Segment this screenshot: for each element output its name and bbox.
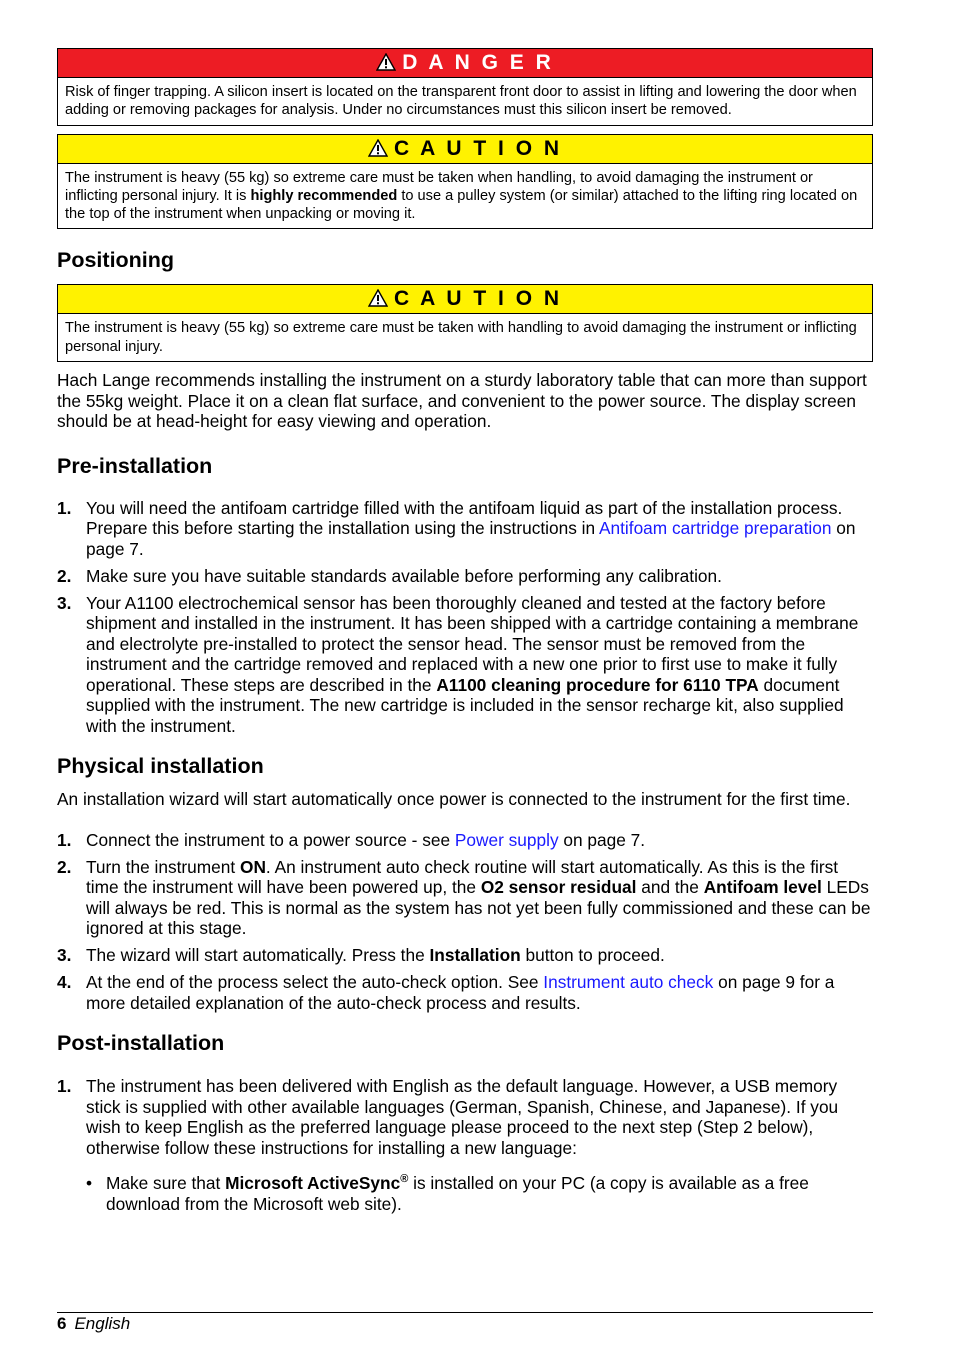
step-text: Turn the instrument <box>86 856 240 877</box>
page-number: 6 <box>57 1314 67 1333</box>
danger-text: Risk of finger trapping. A silicon insert is located on the transparent front door to assist in lifting and lowering the door when adding or removing packages for analysis. Under no circumstances must this silicon insert be removed. <box>65 84 857 119</box>
caution-header <box>58 285 872 314</box>
step-text: LEDs will always be red. This is normal as the system has not yet been fully commissioned and these can be ignored at this stage. <box>86 877 871 939</box>
step-number: 2. <box>57 565 72 586</box>
danger-notice <box>57 48 873 126</box>
caution-text <box>58 164 872 229</box>
step-text-emphasis: Antifoam level <box>703 877 822 898</box>
bullet-text: is installed on your PC (a copy is available as a free download from the Microsoft web site). <box>106 1173 809 1214</box>
step-number: 3. <box>57 592 72 613</box>
step-number: 3. <box>57 945 72 966</box>
step-text: At the end of the process select the auto-check option. See <box>86 972 544 993</box>
step-text: on page 9 for a more detailed explanation of the auto-check process and results. <box>86 972 835 1013</box>
page-footer <box>57 1312 873 1334</box>
list-item <box>57 593 873 737</box>
step-text: Your A1100 electrochemical sensor has been thoroughly cleaned and tested at the factory before shipment and installed in the instrument. It has been shipped with a cartridge containing a membrane and electrolyte pre-installed to protect the sensor head. The sensor must be removed from the instrument and the cartridge removed and replaced with a new one prior to first use to make it fully operational. These steps are described in the <box>86 592 859 695</box>
step-number: 4. <box>57 972 72 993</box>
list-item <box>57 566 873 587</box>
bullet-symbol: • <box>86 1173 93 1194</box>
step-number: 1. <box>57 1076 72 1097</box>
list-item <box>57 972 873 1013</box>
bullet-text: Make sure that <box>106 1173 226 1194</box>
registered-mark: ® <box>400 1173 409 1186</box>
caution-notice-positioning <box>57 284 873 362</box>
bullet-item <box>57 1173 873 1214</box>
caution-text-emphasis: highly recommended <box>250 187 398 204</box>
physical-installation-intro: An installation wizard will start automatically once power is connected to the instrument for the first time. <box>57 789 851 810</box>
heading-physical-installation: Physical installation <box>57 754 264 779</box>
step-text: You will need the antifoam cartridge filled with the antifoam liquid as part of the installation process. Prepare this before starting the installation using the instructions in <box>86 497 843 539</box>
warning-triangle-icon <box>376 53 396 71</box>
list-item <box>57 945 873 966</box>
danger-header <box>58 49 872 78</box>
positioning-paragraph: Hach Lange recommends installing the instrument on a sturdy laboratory table that can more than support the 55kg weight. Place it on a clean flat surface, and convenient to the power source. The display screen should be at head-height for easy viewing and operation. <box>57 370 867 432</box>
caution-text: The instrument is heavy (55 kg) so extreme care must be taken with handling to avoid damaging the instrument or inflicting personal injury. <box>65 320 857 355</box>
caution-title: C A U T I O N <box>393 287 563 311</box>
pre-installation-steps <box>57 498 873 737</box>
step-text: . An instrument auto check routine will start automatically. As this is the first time the instrument will have been powered up, the <box>86 856 839 898</box>
step-text: The wizard will start automatically. Press the <box>86 945 430 966</box>
step-number: 1. <box>57 497 72 518</box>
step-text-emphasis: O2 sensor residual <box>480 877 637 898</box>
caution-text-part: The instrument is heavy (55 kg) so extreme care must be taken when handling, to avoid damaging the instrument or inflicting personal injury. It is <box>65 169 813 204</box>
warning-triangle-icon <box>368 289 388 307</box>
caution-text-part: to use a pulley system (or similar) attached to the lifting ring located on the top of the instrument when unpacking or moving it. <box>65 187 858 223</box>
physical-installation-steps <box>57 830 873 1014</box>
step-text-emphasis: ON <box>240 856 266 877</box>
step-text-emphasis: Installation <box>429 945 521 966</box>
manual-page <box>57 48 873 1214</box>
list-item <box>57 830 873 851</box>
step-number: 2. <box>57 856 72 877</box>
caution-header <box>58 135 872 164</box>
product-name: Microsoft ActiveSync <box>225 1173 401 1194</box>
link-antifoam-cartridge-preparation[interactable]: Antifoam cartridge preparation <box>598 518 832 539</box>
heading-post-installation: Post-installation <box>57 1031 225 1056</box>
step-text: on page 7. <box>86 518 856 559</box>
footer-language: English <box>74 1314 131 1333</box>
caution-notice-handling <box>57 134 873 230</box>
step-text: button to proceed. <box>520 945 665 966</box>
step-text: Make sure you have suitable standards available before performing any calibration. <box>86 565 722 586</box>
step-text: document supplied with the instrument. The new cartridge is included in the sensor recharge kit, also supplied with the instrument. <box>86 674 844 736</box>
warning-triangle-icon <box>368 139 388 157</box>
post-installation-steps <box>57 1076 873 1158</box>
step-text-emphasis: A1100 cleaning procedure for 6110 TPA <box>436 674 759 695</box>
step-text: and the <box>636 877 704 898</box>
step-text: on page 7. <box>558 829 646 850</box>
step-number: 1. <box>57 829 72 850</box>
link-instrument-auto-check[interactable]: Instrument auto check <box>543 972 714 993</box>
list-item <box>57 1076 873 1158</box>
step-text: The instrument has been delivered with English as the default language. However, a USB memory stick is supplied with other available languages (German, Spanish, Chinese, and Japanese). If you wish to keep English as the preferred language please proceed to the next step (Step 2 below), otherwise follow these instructions for installing a new language: <box>86 1076 839 1158</box>
danger-title: D A N G E R <box>402 51 554 74</box>
list-item <box>57 498 873 560</box>
bullet-text-emphasis <box>225 1173 408 1193</box>
list-item <box>57 857 873 939</box>
heading-positioning: Positioning <box>57 248 175 273</box>
heading-pre-installation: Pre-installation <box>57 453 213 478</box>
caution-title: C A U T I O N <box>393 136 563 160</box>
step-text: Connect the instrument to a power source - see <box>86 829 455 850</box>
link-power-supply[interactable]: Power supply <box>454 829 559 850</box>
